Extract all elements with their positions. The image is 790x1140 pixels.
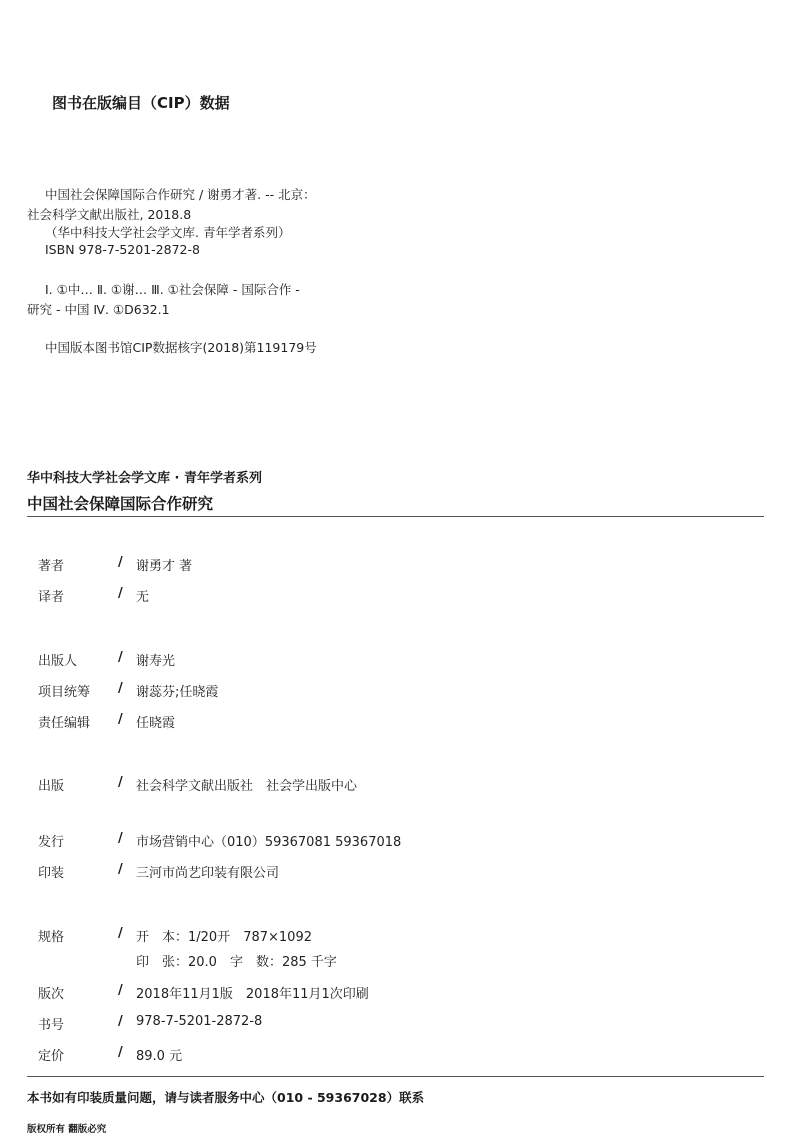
cip-heading: 图书在版编目（CIP）数据 xyxy=(52,94,230,112)
detail-label-publisher: 出版 xyxy=(38,779,65,794)
detail-label-isbn: 书号 xyxy=(38,1018,65,1033)
separator: / xyxy=(118,712,123,727)
detail-value-distribution: 市场营销中心（010）59367081 59367018 xyxy=(136,835,402,850)
book-title: 中国社会保障国际合作研究 xyxy=(27,495,214,513)
cip-line: 中国社会保障国际合作研究 / 谢勇才著. -- 北京： xyxy=(45,187,316,202)
cip-line: 研究 - 中国 Ⅳ. ①D632.1 xyxy=(27,302,170,317)
detail-label-price: 定价 xyxy=(38,1049,65,1064)
detail-value-coordination: 谢蕊芬;任晓霞 xyxy=(136,685,219,700)
service-notice: 本书如有印装质量问题，请与读者服务中心（010 - 59367028）联系 xyxy=(27,1090,425,1105)
separator: / xyxy=(118,775,123,790)
detail-value-price: 89.0 元 xyxy=(136,1049,183,1064)
detail-value-printing: 三河市尚艺印装有限公司 xyxy=(136,866,280,881)
copyright-notice: 版权所有 翻版必究 xyxy=(27,1124,107,1135)
separator: / xyxy=(118,1045,123,1060)
detail-value-specs-line2: 印 张：20.0 字 数：285 千字 xyxy=(136,955,337,970)
separator: / xyxy=(118,586,123,601)
detail-label-coordination: 项目统筹 xyxy=(38,685,91,700)
detail-label-specs: 规格 xyxy=(38,930,65,945)
separator: / xyxy=(118,831,123,846)
cip-line: （华中科技大学社会学文库. 青年学者系列） xyxy=(45,225,291,240)
separator: / xyxy=(118,555,123,570)
title-rule xyxy=(27,516,764,517)
cip-line: ISBN 978-7-5201-2872-8 xyxy=(45,242,200,257)
detail-value-editor: 任晓霞 xyxy=(136,716,176,731)
series-name: 华中科技大学社会学文库 · 青年学者系列 xyxy=(27,471,262,486)
separator: / xyxy=(118,862,123,877)
footer-rule xyxy=(27,1076,764,1077)
separator: / xyxy=(118,650,123,665)
detail-value-publisher: 社会科学文献出版社 社会学出版中心 xyxy=(136,779,358,794)
separator: / xyxy=(118,926,123,941)
detail-label-author: 著者 xyxy=(38,559,65,574)
detail-label-distribution: 发行 xyxy=(38,835,65,850)
detail-label-printing: 印装 xyxy=(38,866,65,881)
detail-value-edition: 2018年11月1版 2018年11月1次印刷 xyxy=(136,987,369,1002)
cip-line: 社会科学文献出版社, 2018.8 xyxy=(27,207,192,222)
detail-value-author: 谢勇才 著 xyxy=(136,559,193,574)
detail-label-publisher-person: 出版人 xyxy=(38,654,78,669)
cip-line: 中国版本图书馆CIP数据核字(2018)第119179号 xyxy=(45,340,317,355)
detail-label-edition: 版次 xyxy=(38,987,65,1002)
detail-label-editor: 责任编辑 xyxy=(38,716,91,731)
detail-value-translator: 无 xyxy=(136,590,150,605)
separator: / xyxy=(118,983,123,998)
separator: / xyxy=(118,681,123,696)
detail-value-specs: 开 本：1/20开 787×1092 xyxy=(136,930,312,945)
separator: / xyxy=(118,1014,123,1029)
detail-value-isbn: 978-7-5201-2872-8 xyxy=(136,1014,263,1029)
detail-label-translator: 译者 xyxy=(38,590,65,605)
cip-line: Ⅰ. ①中… Ⅱ. ①谢… Ⅲ. ①社会保障 - 国际合作 - xyxy=(45,282,300,297)
detail-value-publisher-person: 谢寿光 xyxy=(136,654,176,669)
